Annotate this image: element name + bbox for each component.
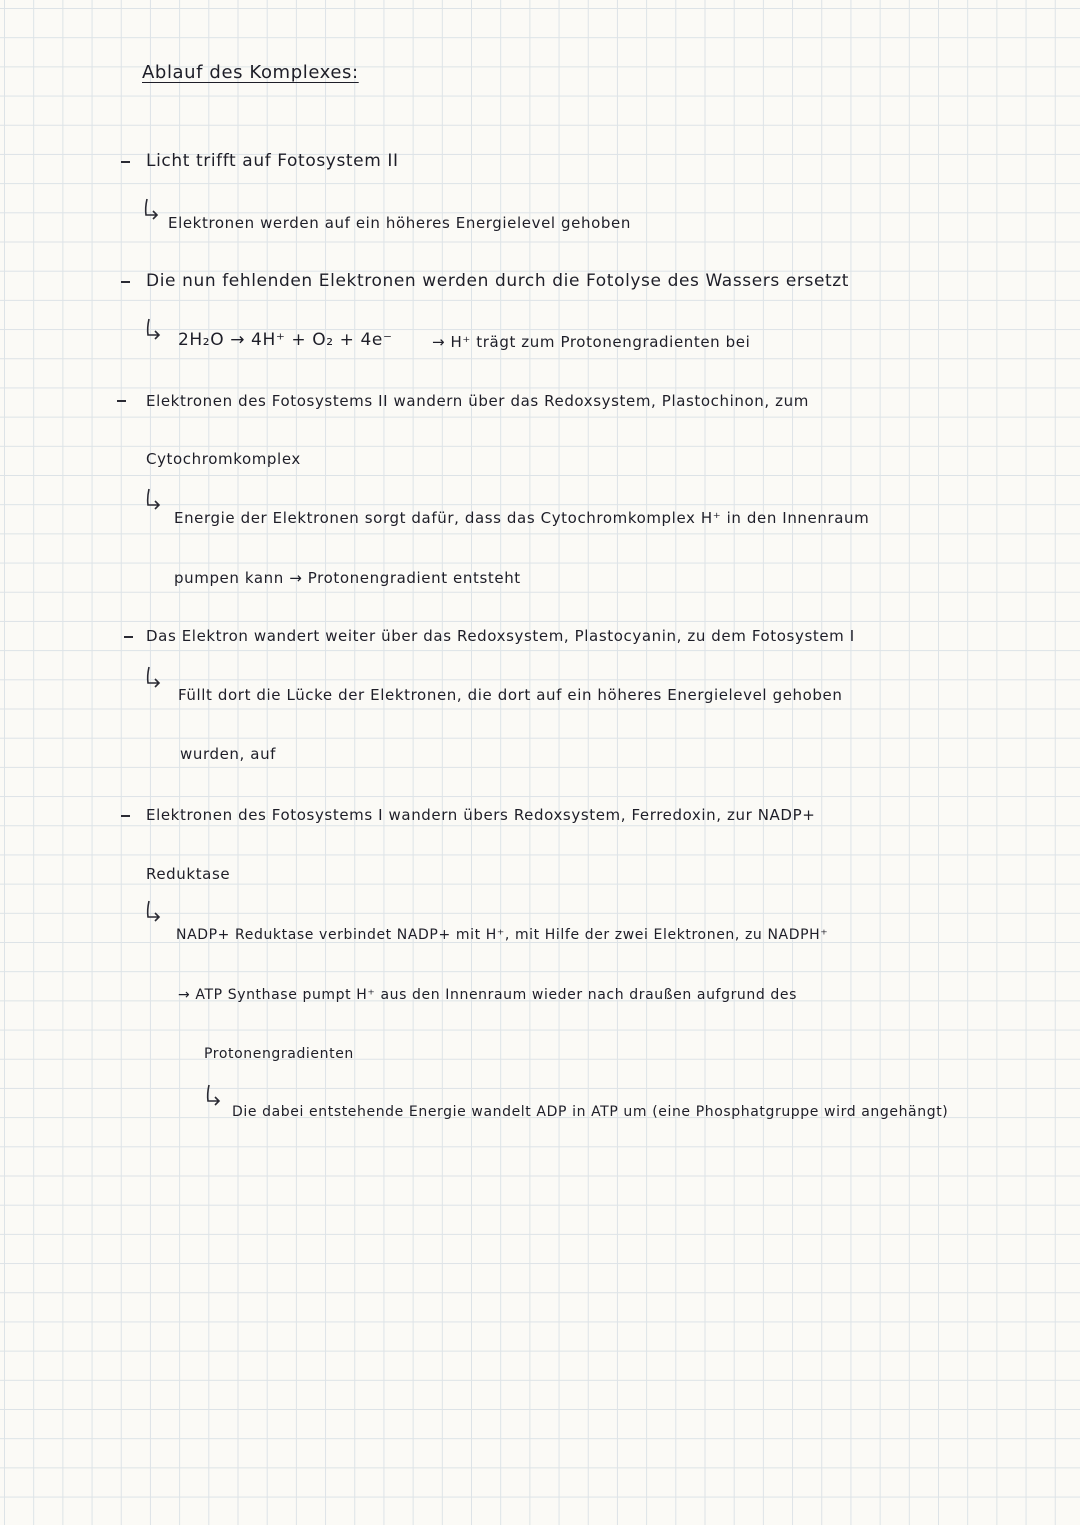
note-line-3-cont: Cytochromkomplex xyxy=(146,450,301,468)
note-subline-3-cont: pumpen kann → Protonengradient entsteht xyxy=(174,569,521,587)
note-subline-5: NADP+ Reduktase verbindet NADP+ mit H⁺, mit Hilfe der zwei Elektronen, zu NADPH⁺ xyxy=(176,927,829,943)
note-line-5: Elektronen des Fotosystems I wandern übers Redoxsystem, Ferredoxin, zur NADP+ xyxy=(146,806,816,824)
arrow-hook-icon xyxy=(144,198,160,220)
arrow-hook-icon xyxy=(146,666,162,688)
bullet-dash xyxy=(124,636,133,638)
arrow-hook-icon xyxy=(146,488,162,510)
page-title: Ablauf des Komplexes: xyxy=(142,62,359,83)
note-line-5-cont: Reduktase xyxy=(146,865,231,883)
note-line-6: → ATP Synthase pumpt H⁺ aus den Innenraum wieder nach draußen aufgrund des xyxy=(178,987,798,1003)
note-line-2: Die nun fehlenden Elektronen werden durch die Fotolyse des Wassers ersetzt xyxy=(146,271,850,291)
note-subline-4-cont: wurden, auf xyxy=(180,745,277,763)
reaction-formula: 2H₂O → 4H⁺ + O₂ + 4e⁻ xyxy=(178,330,393,350)
note-line-3: Elektronen des Fotosystems II wandern über das Redoxsystem, Plastochinon, zum xyxy=(146,392,809,410)
note-subline-6: Die dabei entstehende Energie wandelt ADP in ATP um (eine Phosphatgruppe wird angehängt) xyxy=(232,1104,949,1120)
note-subline-2: → H⁺ trägt zum Protonengradienten bei xyxy=(432,333,751,351)
note-line-4: Das Elektron wandert weiter über das Redoxsystem, Plastocyanin, zu dem Fotosystem I xyxy=(146,627,855,645)
bullet-dash xyxy=(121,161,130,163)
note-subline-3: Energie der Elektronen sorgt dafür, dass das Cytochromkomplex H⁺ in den Innenraum xyxy=(174,509,870,527)
note-subline-1: Elektronen werden auf ein höheres Energielevel gehoben xyxy=(168,214,631,232)
arrow-hook-icon xyxy=(146,318,162,340)
bullet-dash xyxy=(121,281,130,283)
note-subline-4: Füllt dort die Lücke der Elektronen, die dort auf ein höheres Energielevel gehoben xyxy=(178,686,843,704)
bullet-dash xyxy=(121,815,130,817)
arrow-hook-icon xyxy=(206,1084,222,1106)
bullet-dash xyxy=(117,400,126,402)
note-line-1: Licht trifft auf Fotosystem II xyxy=(146,151,399,171)
note-line-6-cont: Protonengradienten xyxy=(204,1046,354,1062)
arrow-hook-icon xyxy=(146,900,162,922)
